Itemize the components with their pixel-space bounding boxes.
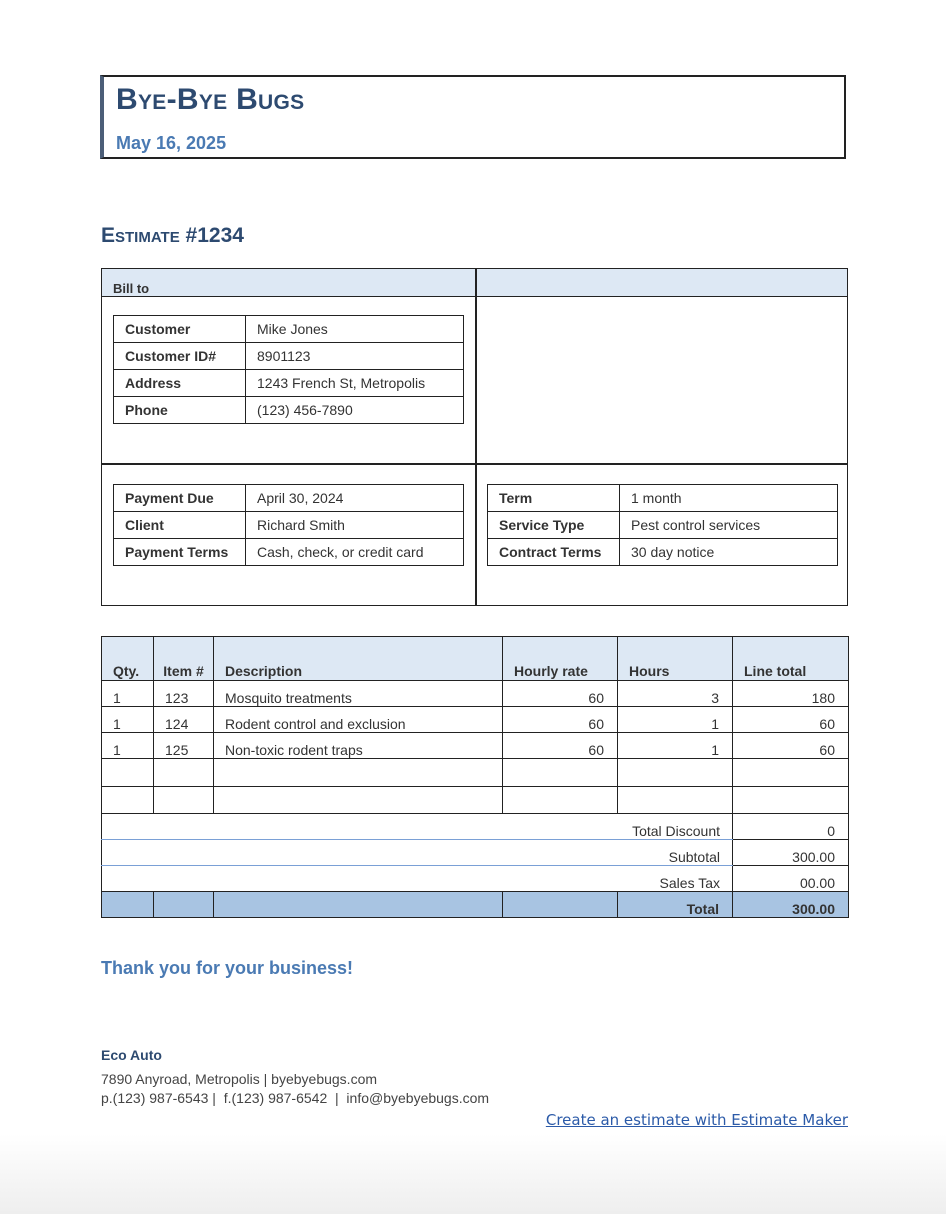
payment-terms-row: [114, 539, 464, 566]
client-row: [114, 512, 464, 539]
rate-cell: [503, 759, 618, 787]
vertical-divider: [475, 269, 477, 605]
field-value: Cash, check, or credit card: [246, 539, 464, 566]
table-row: [102, 681, 849, 707]
line-total-cell: [733, 787, 849, 814]
col-header-qty: Qty.: [102, 637, 154, 681]
hours-cell: [618, 759, 733, 787]
qty-cell: 1: [102, 707, 154, 733]
rate-cell: 60: [503, 681, 618, 707]
field-label: Phone: [114, 397, 246, 424]
summary-value: 300.00: [733, 840, 849, 866]
field-label: Payment Due: [114, 485, 246, 512]
qty-cell: [102, 759, 154, 787]
table-row: [102, 787, 849, 814]
col-header-description: Description: [214, 637, 503, 681]
field-label: Address: [114, 370, 246, 397]
table-row: [102, 759, 849, 787]
line-total-cell: 60: [733, 707, 849, 733]
table-row: [102, 733, 849, 759]
description-cell: Non-toxic rodent traps: [214, 733, 503, 759]
col-header-item: Item #: [154, 637, 214, 681]
total-fill-cell: [154, 892, 214, 918]
field-label: Payment Terms: [114, 539, 246, 566]
description-cell: [214, 759, 503, 787]
item-cell: 124: [154, 707, 214, 733]
footer-contact: p.(123) 987-6543 | f.(123) 987-6542 | info@byebyebugs.com: [101, 1090, 490, 1106]
field-value: April 30, 2024: [246, 485, 464, 512]
item-cell: 125: [154, 733, 214, 759]
customer-row: [114, 316, 464, 343]
term-row: [488, 485, 838, 512]
col-header-hours: Hours: [618, 637, 733, 681]
footer-company-name: Eco Auto: [101, 1047, 162, 1063]
service-type-row: [488, 512, 838, 539]
description-cell: [214, 787, 503, 814]
contract-terms-row: [488, 539, 838, 566]
total-discount-row: [102, 814, 849, 840]
thank-you-message: Thank you for your business!: [101, 958, 354, 978]
total-value: 300.00: [733, 892, 849, 918]
header-box: [100, 75, 846, 159]
item-cell: 123: [154, 681, 214, 707]
table-row: [102, 707, 849, 733]
phone-row: [114, 397, 464, 424]
company-name: Bye-Bye Bugs: [116, 83, 305, 116]
summary-label: Sales Tax: [102, 866, 733, 892]
subtotal-row: [102, 840, 849, 866]
bill-to-label: Bill to: [113, 281, 150, 296]
hours-cell: [618, 787, 733, 814]
col-header-rate: Hourly rate: [503, 637, 618, 681]
bill-to-section: [101, 268, 848, 606]
hours-cell: 3: [618, 681, 733, 707]
field-label: Term: [488, 485, 620, 512]
summary-label: Total Discount: [102, 814, 733, 840]
total-label: Total: [618, 892, 733, 918]
grand-total-row: [102, 892, 849, 918]
field-value: Pest control services: [620, 512, 838, 539]
estimate-maker-link[interactable]: Create an estimate with Estimate Maker: [545, 1111, 848, 1129]
payment-info-table: [113, 484, 464, 566]
horizontal-divider: [102, 463, 847, 465]
customer-info-table: [113, 315, 464, 424]
description-cell: Rodent control and exclusion: [214, 707, 503, 733]
field-value: 1 month: [620, 485, 838, 512]
hours-cell: 1: [618, 707, 733, 733]
payment-due-row: [114, 485, 464, 512]
footer-address: 7890 Anyroad, Metropolis | byebyebugs.com: [101, 1071, 378, 1087]
field-value: 1243 French St, Metropolis: [246, 370, 464, 397]
total-fill-cell: [214, 892, 503, 918]
contract-info-table: [487, 484, 838, 566]
field-value: Mike Jones: [246, 316, 464, 343]
qty-cell: 1: [102, 681, 154, 707]
field-label: Client: [114, 512, 246, 539]
summary-label: Subtotal: [102, 840, 733, 866]
customer-id-row: [114, 343, 464, 370]
sales-tax-row: [102, 866, 849, 892]
field-value: 30 day notice: [620, 539, 838, 566]
line-total-cell: 180: [733, 681, 849, 707]
item-cell: [154, 759, 214, 787]
total-fill-cell: [503, 892, 618, 918]
total-fill-cell: [102, 892, 154, 918]
line-total-cell: [733, 759, 849, 787]
estimate-title: Estimate #1234: [101, 224, 244, 247]
rate-cell: 60: [503, 707, 618, 733]
item-cell: [154, 787, 214, 814]
rate-cell: 60: [503, 733, 618, 759]
table-header-row: [102, 637, 849, 681]
address-row: [114, 370, 464, 397]
field-label: Customer ID#: [114, 343, 246, 370]
field-label: Service Type: [488, 512, 620, 539]
summary-value: 00.00: [733, 866, 849, 892]
qty-cell: 1: [102, 733, 154, 759]
col-header-total: Line total: [733, 637, 849, 681]
summary-value: 0: [733, 814, 849, 840]
field-value: 8901123: [246, 343, 464, 370]
estimate-date: May 16, 2025: [116, 133, 227, 153]
field-label: Contract Terms: [488, 539, 620, 566]
rate-cell: [503, 787, 618, 814]
field-label: Customer: [114, 316, 246, 343]
line-total-cell: 60: [733, 733, 849, 759]
line-items-table: [101, 636, 849, 918]
field-value: Richard Smith: [246, 512, 464, 539]
page-bottom-shadow: [0, 1134, 946, 1214]
qty-cell: [102, 787, 154, 814]
description-cell: Mosquito treatments: [214, 681, 503, 707]
field-value: (123) 456-7890: [246, 397, 464, 424]
hours-cell: 1: [618, 733, 733, 759]
